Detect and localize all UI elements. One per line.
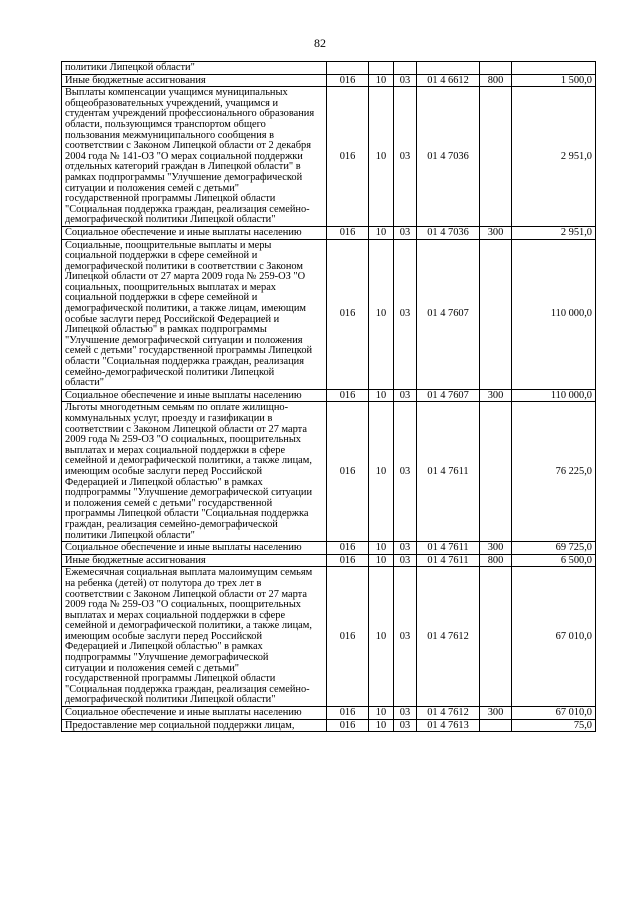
cell-subsection-code: 03 bbox=[394, 402, 417, 542]
table-row bbox=[62, 239, 596, 389]
cell-expense-type bbox=[480, 62, 512, 75]
table-row bbox=[62, 62, 596, 75]
cell-section-code: 10 bbox=[369, 719, 394, 732]
cell-ministry-code: 016 bbox=[327, 402, 369, 542]
cell-description: Льготы многодетным семьям по оплате жилищно- коммунальных услуг, проезду и газификации в соответствии с Законом Липецкой области от 27 марта 2009 года № 259-ОЗ "О социальных, поощрительных выплатах и мерах социальной поддержки в сфере семейной и демографической политики, а также лицам, имеющим особые заслуги перед Российской Федерацией и Липецкой областью" в рамках подпрограммы "Улучшение демографической ситуации и положения семей с детьми" государственной программы Липецкой области "Социальная поддержка граждан, реализация семейно-демографической политики Липецкой области" bbox=[62, 402, 327, 542]
cell-section-code: 10 bbox=[369, 239, 394, 389]
cell-target-article: 01 4 7612 bbox=[417, 707, 480, 720]
cell-expense-type bbox=[480, 402, 512, 542]
table-row bbox=[62, 567, 596, 707]
cell-target-article: 01 4 7612 bbox=[417, 567, 480, 707]
cell-amount bbox=[512, 62, 596, 75]
cell-section-code: 10 bbox=[369, 74, 394, 87]
table-row bbox=[62, 226, 596, 239]
cell-description: Социальные, поощрительные выплаты и меры социальной поддержки в сфере семейной и демографической политики в соответствии с Законом Липецкой области от 27 марта 2009 года № 259-ОЗ "О социальных, поощрительных выплатах и мерах социальной поддержки в сфере семейной и демографической политики, а также лицам, имеющим особые заслуги перед Российской Федерацией и Липецкой областью" в рамках подпрограммы "Улучшение демографической ситуации и положения семей с детьми" государственной программы Липецкой области "Социальная поддержка граждан, реализация семейно-демографической политики Липецкой области" bbox=[62, 239, 327, 389]
budget-table-body bbox=[62, 62, 596, 732]
cell-section-code: 10 bbox=[369, 542, 394, 555]
cell-target-article: 01 4 7611 bbox=[417, 542, 480, 555]
cell-ministry-code bbox=[327, 62, 369, 75]
cell-expense-type: 800 bbox=[480, 74, 512, 87]
cell-subsection-code: 03 bbox=[394, 719, 417, 732]
cell-target-article: 01 4 6612 bbox=[417, 74, 480, 87]
cell-amount: 6 500,0 bbox=[512, 554, 596, 567]
cell-description: Иные бюджетные ассигнования bbox=[62, 74, 327, 87]
cell-description: Выплаты компенсации учащимся муниципальных общеобразовательных учреждений, учащимся и студентам учреждений профессионального образования области, пользующимся транспортом общего пользования межмуниципального сообщения в соответствии с Законом Липецкой области от 2 декабря 2004 года № 141-ОЗ "О мерах социальной поддержки отдельных категорий граждан в Липецкой области" в рамках подпрограммы "Улучшение демографической ситуации и положения семей с детьми" государственной программы Липецкой области "Социальная поддержка граждан, реализация семейно- демографической политики Липецкой области" bbox=[62, 87, 327, 227]
cell-ministry-code: 016 bbox=[327, 567, 369, 707]
cell-amount: 1 500,0 bbox=[512, 74, 596, 87]
cell-ministry-code: 016 bbox=[327, 239, 369, 389]
cell-target-article: 01 4 7036 bbox=[417, 226, 480, 239]
cell-amount: 110 000,0 bbox=[512, 389, 596, 402]
cell-expense-type bbox=[480, 719, 512, 732]
cell-ministry-code: 016 bbox=[327, 719, 369, 732]
cell-ministry-code: 016 bbox=[327, 542, 369, 555]
cell-expense-type: 800 bbox=[480, 554, 512, 567]
cell-subsection-code: 03 bbox=[394, 389, 417, 402]
cell-section-code: 10 bbox=[369, 389, 394, 402]
cell-amount: 2 951,0 bbox=[512, 226, 596, 239]
cell-amount: 75,0 bbox=[512, 719, 596, 732]
table-row bbox=[62, 707, 596, 720]
cell-expense-type bbox=[480, 87, 512, 227]
cell-amount: 67 010,0 bbox=[512, 567, 596, 707]
table-row bbox=[62, 402, 596, 542]
cell-description: Ежемесячная социальная выплата малоимущим семьям на ребенка (детей) от полутора до трех лет в соответствии с Законом Липецкой области от 27 марта 2009 года № 259-ОЗ "О социальных, поощрительных выплатах и мерах социальной поддержки в сфере семейной и демографической политики, а также лицам, имеющим особые заслуги перед Российской Федерацией и Липецкой областью" в рамках подпрограммы "Улучшение демографической ситуации и положения семей с детьми" государственной программы Липецкой области "Социальная поддержка граждан, реализация семейно- демографической политики Липецкой области" bbox=[62, 567, 327, 707]
cell-ministry-code: 016 bbox=[327, 707, 369, 720]
table-row bbox=[62, 554, 596, 567]
cell-expense-type: 300 bbox=[480, 389, 512, 402]
cell-description: Социальное обеспечение и иные выплаты населению bbox=[62, 389, 327, 402]
cell-subsection-code: 03 bbox=[394, 239, 417, 389]
table-row bbox=[62, 87, 596, 227]
cell-section-code: 10 bbox=[369, 402, 394, 542]
cell-subsection-code: 03 bbox=[394, 542, 417, 555]
cell-amount: 76 225,0 bbox=[512, 402, 596, 542]
cell-section-code: 10 bbox=[369, 567, 394, 707]
cell-description: Социальное обеспечение и иные выплаты населению bbox=[62, 542, 327, 555]
table-row bbox=[62, 74, 596, 87]
cell-amount: 67 010,0 bbox=[512, 707, 596, 720]
cell-section-code: 10 bbox=[369, 554, 394, 567]
cell-amount: 2 951,0 bbox=[512, 87, 596, 227]
cell-target-article: 01 4 7613 bbox=[417, 719, 480, 732]
cell-subsection-code: 03 bbox=[394, 707, 417, 720]
cell-section-code bbox=[369, 62, 394, 75]
cell-subsection-code: 03 bbox=[394, 226, 417, 239]
cell-description: Социальное обеспечение и иные выплаты населению bbox=[62, 707, 327, 720]
cell-expense-type bbox=[480, 239, 512, 389]
cell-section-code: 10 bbox=[369, 707, 394, 720]
table-row bbox=[62, 542, 596, 555]
cell-description: Предоставление мер социальной поддержки лицам, bbox=[62, 719, 327, 732]
cell-description: политики Липецкой области" bbox=[62, 62, 327, 75]
cell-ministry-code: 016 bbox=[327, 554, 369, 567]
cell-expense-type: 300 bbox=[480, 226, 512, 239]
cell-target-article: 01 4 7611 bbox=[417, 554, 480, 567]
cell-subsection-code: 03 bbox=[394, 74, 417, 87]
cell-target-article: 01 4 7607 bbox=[417, 239, 480, 389]
cell-ministry-code: 016 bbox=[327, 226, 369, 239]
cell-ministry-code: 016 bbox=[327, 74, 369, 87]
cell-amount: 110 000,0 bbox=[512, 239, 596, 389]
cell-expense-type: 300 bbox=[480, 707, 512, 720]
cell-ministry-code: 016 bbox=[327, 87, 369, 227]
cell-subsection-code bbox=[394, 62, 417, 75]
cell-subsection-code: 03 bbox=[394, 567, 417, 707]
cell-amount: 69 725,0 bbox=[512, 542, 596, 555]
cell-section-code: 10 bbox=[369, 87, 394, 227]
cell-expense-type: 300 bbox=[480, 542, 512, 555]
cell-target-article: 01 4 7036 bbox=[417, 87, 480, 227]
table-row bbox=[62, 389, 596, 402]
cell-expense-type bbox=[480, 567, 512, 707]
page-number: 82 bbox=[314, 36, 326, 50]
cell-description: Иные бюджетные ассигнования bbox=[62, 554, 327, 567]
table-row bbox=[62, 719, 596, 732]
cell-target-article: 01 4 7611 bbox=[417, 402, 480, 542]
cell-target-article: 01 4 7607 bbox=[417, 389, 480, 402]
cell-ministry-code: 016 bbox=[327, 389, 369, 402]
cell-subsection-code: 03 bbox=[394, 554, 417, 567]
budget-table bbox=[61, 61, 596, 732]
cell-target-article bbox=[417, 62, 480, 75]
cell-description: Социальное обеспечение и иные выплаты населению bbox=[62, 226, 327, 239]
cell-subsection-code: 03 bbox=[394, 87, 417, 227]
cell-section-code: 10 bbox=[369, 226, 394, 239]
